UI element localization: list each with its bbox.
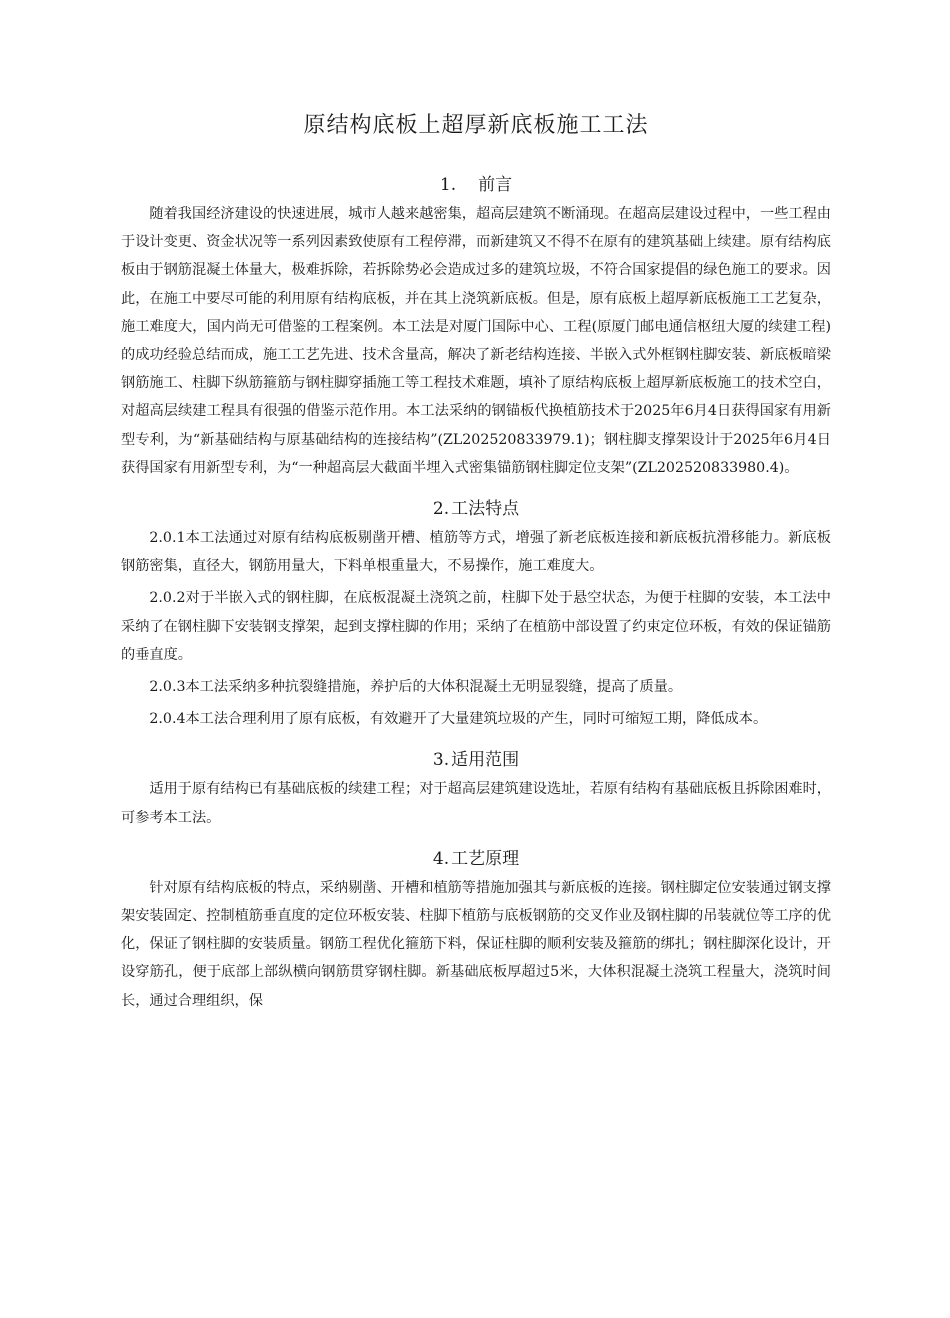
section-number: 4. (432, 848, 450, 869)
section-number: 3. (432, 750, 450, 771)
document-page (121, 108, 831, 1029)
section-scope (121, 747, 831, 831)
paragraph: 针对原有结构底板的特点，采纳剔凿、开槽和植筋等措施加强其与新底板的连接。钢柱脚定位安装通过钢支撑架安装固定、控制植筋垂直度的定位环板安装、柱脚下植筋与底板钢筋的交叉作业及钢柱脚的吊装就位等工序的优化，保证了钢柱脚的安装质量。钢筋工程优化箍筋下料，保证柱脚的顺利安装及箍筋的绑扎；钢柱脚深化设计，开设穿筋孔，便于底部上部纵横向钢筋贯穿钢柱脚。新基础底板厚超过5米，大体积混凝土浇筑工程量大，浇筑时间长，通过合理组织，保 (121, 879, 831, 1009)
section-heading (121, 846, 831, 872)
section-heading (121, 747, 831, 773)
section-preface (121, 172, 831, 482)
paragraph: 2.0.4本工法合理利用了原有底板，有效避开了大量建筑垃圾的产生，同时可缩短工期，降低成本。 (149, 711, 768, 728)
section-heading (121, 172, 831, 198)
document-title: 原结构底板上超厚新底板施工工法 (303, 113, 649, 138)
section-number: 1. (439, 175, 457, 195)
section-title: 适用范围 (451, 750, 520, 771)
section-title: 工艺原理 (451, 848, 520, 869)
paragraph: 2.0.1本工法通过对原有结构底板剔凿开槽、植筋等方式，增强了新老底板连接和新底板抗滑移能力。新底板钢筋密集，直径大，钢筋用量大，下料单根重量大，不易操作，施工难度大。 (121, 530, 831, 575)
section-principle (121, 846, 831, 1015)
section-title: 工法特点 (451, 499, 520, 520)
paragraph: 随着我国经济建设的快速进展，城市人越来越密集，超高层建筑不断涌现。在超高层建设过程中，一些工程由于设计变更、资金状况等一系列因素致使原有工程停滞，而新建筑又不得不在原有的建筑基础上续建。原有结构底板由于钢筋混凝土体量大，极难拆除，若拆除势必会造成过多的建筑垃圾，不符合国家提倡的绿色施工的要求。因此，在施工中要尽可能的利用原有结构底板，并在其上浇筑新底板。但是，原有底板上超厚新底板施工工艺复杂，施工难度大，国内尚无可借鉴的工程案例。本工法是对厦门国际中心、工程(原厦门邮电通信枢纽大厦的续建工程)的成功经验总结而成，施工工艺先进、技术含量高，解决了新老结构连接、半嵌入式外框钢柱脚安装、新底板暗梁钢筋施工、柱脚下纵筋箍筋与钢柱脚穿插施工等工程技术难题，填补了原结构底板上超厚新底板施工的技术空白，对超高层续建工程具有很强的借鉴示范作用。本工法采纳的钢锚板代换植筋技术于2025年6月4日获得国家有用新型专利，为“新基础结构与原基础结构的连接结构”(ZL202520833979.1)；钢柱脚支撑架设计于2025年6月4日获得国家有用新型专利，为“一种超高层大截面半埋入式密集锚筋钢柱脚定位支架”(ZL202520833980.4)。 (121, 206, 831, 476)
paragraph: 适用于原有结构已有基础底板的续建工程；对于超高层建筑建设选址，若原有结构有基础底板且拆除困难时，可参考本工法。 (121, 781, 831, 826)
section-title: 前言 (478, 175, 513, 195)
section-heading (121, 496, 831, 522)
section-features (121, 496, 831, 733)
paragraph: 2.0.2对于半嵌入式的钢柱脚，在底板混凝土浇筑之前，柱脚下处于悬空状态，为便于柱脚的安装，本工法中采纳了在钢柱脚下安装钢支撑架，起到支撑柱脚的作用；采纳了在植筋中部设置了约束定位环板，有效的保证锚筋的垂直度。 (121, 590, 831, 663)
paragraph: 2.0.3本工法采纳多种抗裂缝措施，养护后的大体积混凝土无明显裂缝，提高了质量。 (149, 679, 683, 696)
section-number: 2. (432, 499, 450, 520)
